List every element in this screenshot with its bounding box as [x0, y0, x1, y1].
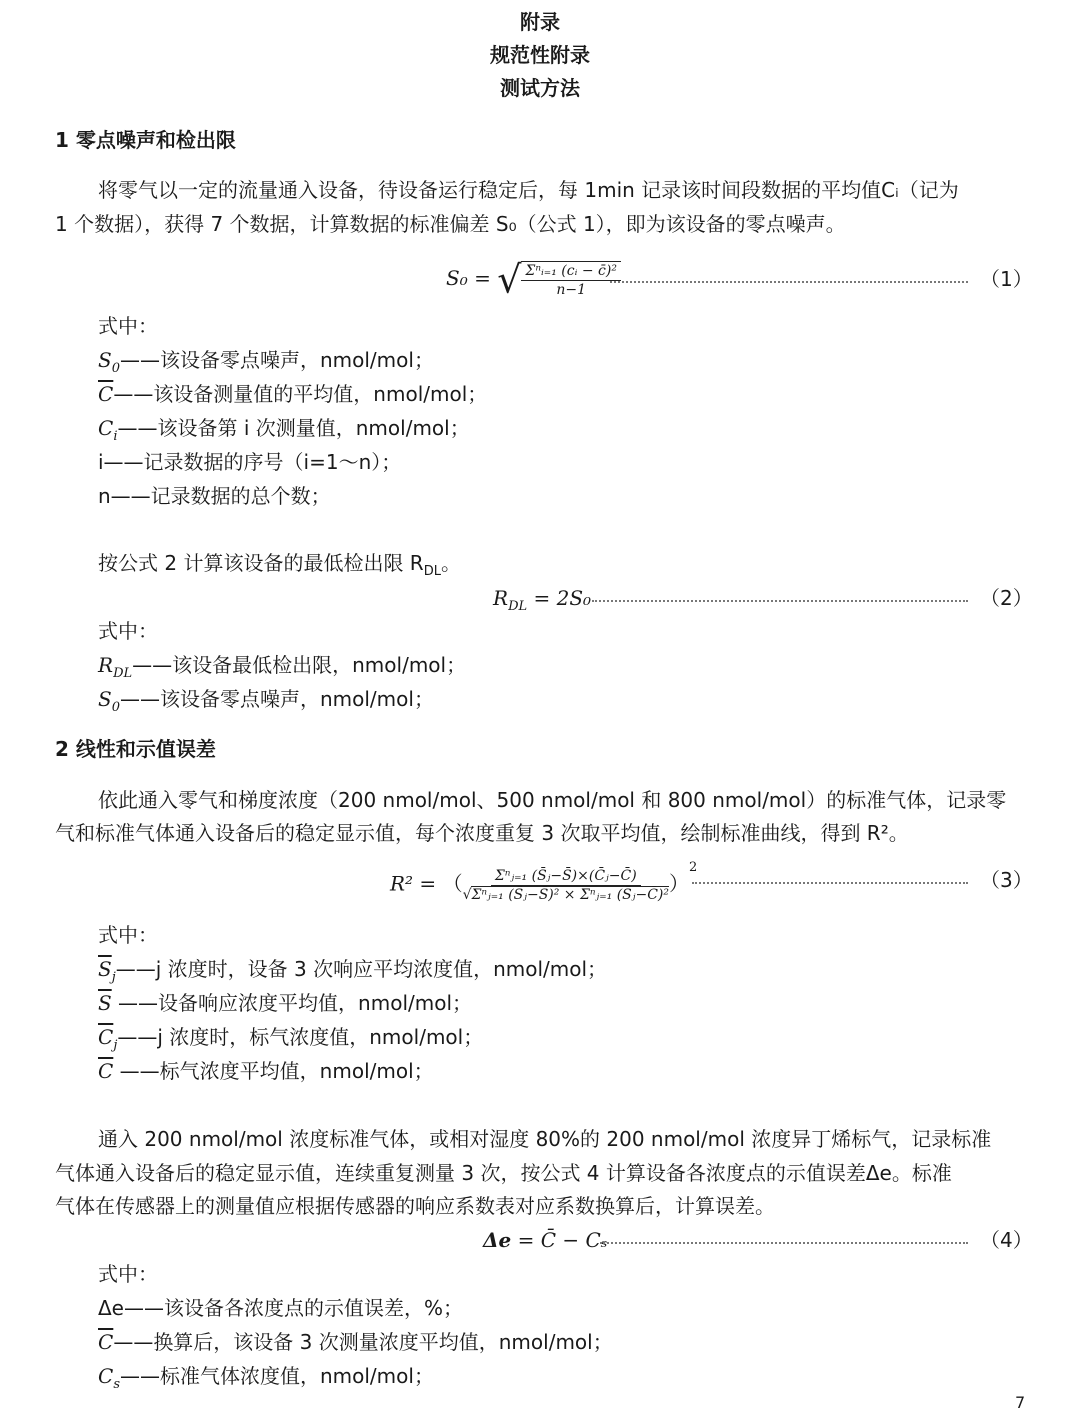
title-test-methods: 测试方法 — [500, 76, 580, 100]
equation-number: （1） — [980, 267, 1033, 291]
definition-item — [98, 989, 472, 1017]
formula-numerator: Σⁿᵢ₌₁ (cᵢ − c̄)² — [521, 262, 621, 281]
definition-subscript: DL — [113, 666, 133, 681]
definition-text: ——该设备零点噪声，nmol/mol； — [119, 348, 434, 372]
title-normative-appendix: 规范性附录 — [490, 43, 590, 67]
formula-2 — [493, 584, 591, 621]
definition-text: ——该设备第 i 次测量值，nmol/mol； — [117, 416, 470, 440]
definition-item — [98, 346, 434, 383]
subscript: DL — [423, 564, 441, 579]
paren: ） — [668, 871, 689, 896]
definition-subscript: j — [111, 970, 116, 985]
paragraph-line: 通入 200 nmol/mol 浓度标准气体，或相对湿度 80%的 200 nmol/mol 浓度异丁烯标气，记录标准 — [98, 1127, 992, 1151]
definition-item — [98, 685, 434, 722]
formula-lhs: R² = — [390, 871, 437, 896]
definition-text: ——换算后，该设备 3 次测量浓度平均值，nmol/mol； — [113, 1330, 613, 1354]
definition-text: ——该设备零点噪声，nmol/mol； — [119, 687, 434, 711]
text: 。 — [440, 551, 461, 575]
paragraph-line: 依此通入零气和梯度浓度（200 nmol/mol、500 nmol/mol 和 800 nmol/mol）的标准气体，记录零 — [98, 788, 1007, 812]
definition-symbol: $\overline{S}$ — [98, 991, 112, 1015]
where-label: 式中： — [98, 619, 158, 643]
paragraph-line: 1 个数据），获得 7 个数据，计算数据的标准偏差 S₀（公式 1），即为该设备的零点噪声。 — [55, 212, 846, 236]
definition-subscript: 0 — [111, 361, 120, 376]
definition-text: ——j 浓度时，设备 3 次响应平均浓度值，nmol/mol； — [115, 957, 608, 981]
formula-1 — [446, 258, 621, 300]
formula-rhs: = 2S₀ — [533, 586, 592, 610]
formula-rhs: = C̄ − Cₛ — [517, 1228, 608, 1252]
leader-dots — [592, 600, 968, 602]
section-heading: 1 零点噪声和检出限 — [55, 128, 236, 152]
definition-symbol: $\overline{C}$ — [98, 1330, 114, 1354]
definition-symbol: S — [98, 687, 112, 711]
section-heading: 2 线性和示值误差 — [55, 737, 216, 761]
formula-numerator: Σⁿⱼ₌₁ (S̄ⱼ−S̄)×(C̄ⱼ−C̄) — [491, 867, 641, 886]
definition-item — [98, 1057, 434, 1085]
definition-item — [98, 1328, 613, 1356]
definition-subscript: s — [113, 1377, 120, 1392]
subscript: DL — [508, 599, 528, 614]
leader-dots — [600, 1242, 968, 1244]
formula-3 — [390, 860, 697, 904]
formula-4 — [483, 1226, 608, 1254]
formula-denominator: n−1 — [556, 281, 586, 298]
leader-dots — [610, 281, 968, 283]
definition-item — [98, 448, 401, 476]
page-number: 7 — [1015, 1393, 1026, 1412]
definition-symbol: R — [98, 653, 114, 677]
definition-text: ——j 浓度时，标气浓度值，nmol/mol； — [117, 1025, 484, 1049]
definition-text: i——记录数据的序号（i=1～n）； — [98, 450, 402, 474]
formula-lhs: Δe — [483, 1228, 512, 1252]
definition-symbol: $\overline{C}$ — [98, 1059, 114, 1083]
definition-symbol: $\overline{S}$ — [98, 957, 112, 981]
paragraph-line: 气体通入设备后的稳定显示值，连续重复测量 3 次，按公式 4 计算设备各浓度点的示值误差Δe。标准 — [55, 1161, 952, 1185]
paragraph-line: 气体在传感器上的测量值应根据传感器的响应系数表对应系数换算后，计算误差。 — [55, 1194, 775, 1218]
definition-symbol: C — [98, 1364, 114, 1388]
leader-dots — [692, 882, 968, 884]
definition-item — [98, 651, 466, 688]
where-label: 式中： — [98, 314, 158, 338]
definition-text: n——记录数据的总个数； — [98, 484, 331, 508]
definition-item — [98, 380, 487, 408]
definition-text: ——标气浓度平均值，nmol/mol； — [113, 1059, 434, 1083]
definition-item — [98, 1362, 434, 1399]
where-label: 式中： — [98, 923, 158, 947]
definition-symbol: $\overline{C}$ — [98, 1025, 114, 1049]
formula-lhs: R — [493, 586, 509, 610]
text: 按公式 2 计算该设备的最低检出限 R — [98, 551, 424, 575]
formula-denominator: √Σⁿⱼ₌₁ (S̄ⱼ−S̄)² × Σⁿⱼ₌₁ (S̄ⱼ−C̄)² — [462, 886, 669, 903]
definition-item — [98, 414, 470, 451]
paragraph-line — [98, 549, 461, 586]
definition-text: ——该设备最低检出限，nmol/mol； — [132, 653, 467, 677]
equation-number: （2） — [980, 586, 1033, 610]
definition-text: ——标准气体浓度值，nmol/mol； — [119, 1364, 434, 1388]
sqrt-sign: √ — [497, 257, 522, 302]
definition-subscript: 0 — [111, 700, 120, 715]
paragraph-line: 气和标准气体通入设备后的稳定显示值，每个浓度重复 3 次取平均值，绘制标准曲线，得到 R²。 — [55, 821, 909, 845]
equation-number: （4） — [980, 1228, 1033, 1252]
definition-symbol: S — [98, 348, 112, 372]
definition-item — [98, 1294, 463, 1322]
definition-text: ——该设备测量值的平均值，nmol/mol； — [113, 382, 488, 406]
definition-subscript: i — [113, 429, 118, 444]
definition-item — [98, 955, 607, 992]
definition-symbol: C — [98, 416, 114, 440]
paren: （ — [442, 871, 463, 896]
definition-text: ——设备响应浓度平均值，nmol/mol； — [111, 991, 473, 1015]
equation-number: （3） — [980, 868, 1033, 892]
definition-subscript: j — [113, 1038, 118, 1053]
exponent: 2 — [688, 860, 698, 875]
definition-item — [98, 1023, 483, 1060]
definition-text: Δe——该设备各浓度点的示值误差，%； — [98, 1296, 463, 1320]
paragraph-line: 将零气以一定的流量通入设备，待设备运行稳定后，每 1min 记录该时间段数据的平均值Cᵢ（记为 — [98, 178, 959, 202]
definition-item — [98, 482, 331, 510]
where-label: 式中： — [98, 1262, 158, 1286]
title-appendix: 附录 — [520, 10, 560, 34]
formula-lhs: S₀ = — [446, 266, 491, 290]
definition-symbol: $\overline{C}$ — [98, 382, 114, 406]
